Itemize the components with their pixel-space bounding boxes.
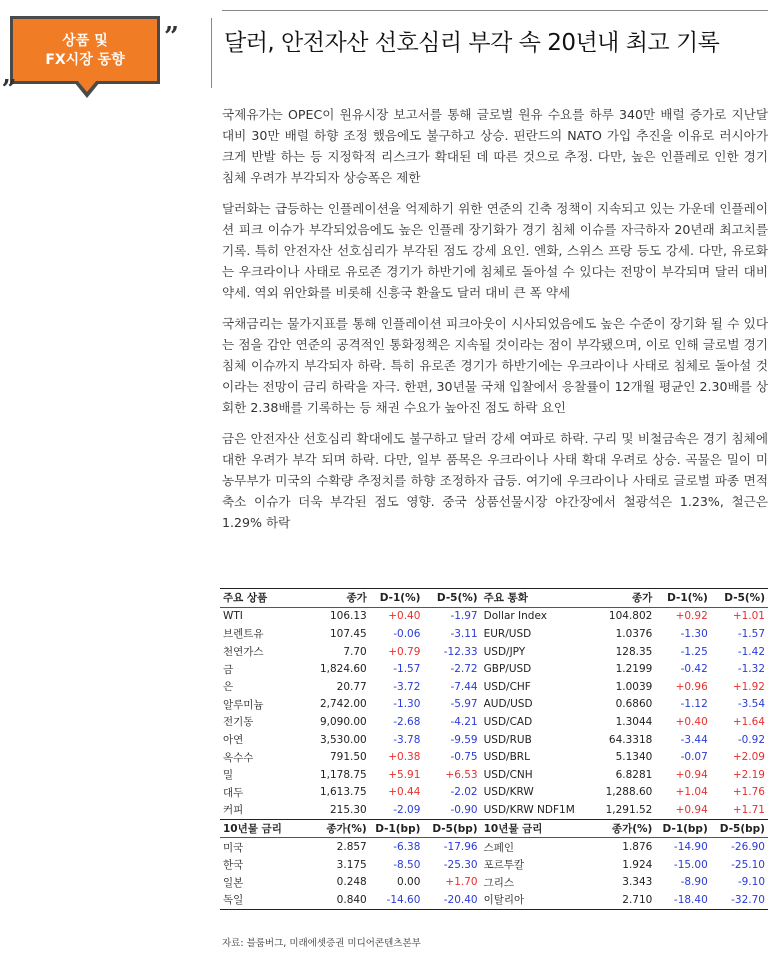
table-cell: USD/KRW xyxy=(483,786,534,799)
table-cell: 1.876 xyxy=(622,841,653,854)
table-cell: +1.04 xyxy=(675,786,708,799)
market-table xyxy=(220,588,768,910)
table-header-cell: D-5(bp) xyxy=(711,819,768,838)
table-cell: -32.70 xyxy=(711,891,768,909)
paragraph-bonds: 국채금리는 물가지표를 통해 인플레이션 피크아웃이 시사되었음에도 높은 수준이 장기화 될 수 있다는 점을 감안 연준의 공격적인 통화정책은 지속될 것이라는 점이 부각됐으며, 이로 인해 글로벌 경기 침체 이슈까지 부각되자 하락. 특히 유로존 경기가 하반기에는 우크라이나 사태로 침체로 돌아설 것이라는 전망이 금리 하락을 자극. 한편, 30년물 국채 입찰에서 응찰률이 12개월 평균인 2.30배를 상회한 2.38배를 기록하는 등 채권 수요가 높아진 점도 하락 요인 xyxy=(222,316,768,415)
table-cell: -14.90 xyxy=(673,841,708,854)
table-cell: -12.33 xyxy=(443,645,478,658)
table-cell: 대두 xyxy=(223,786,244,799)
table-cell: +2.19 xyxy=(732,768,765,781)
table-row xyxy=(220,874,768,892)
table-cell: -6.38 xyxy=(393,841,421,854)
table-cell: -5.97 xyxy=(450,698,478,711)
table-header-cell: D-1(%) xyxy=(370,589,424,608)
table-cell: +5.91 xyxy=(388,768,421,781)
table-cell: +0.40 xyxy=(675,715,708,728)
table-cell: -3.78 xyxy=(393,733,421,746)
table-cell: 20.77 xyxy=(336,680,367,693)
table-cell: +0.92 xyxy=(675,610,708,623)
table-cell: -17.96 xyxy=(443,841,478,854)
table-cell: 106.13 xyxy=(329,610,367,623)
table-cell: -9.10 xyxy=(737,876,765,889)
table-cell: -1.30 xyxy=(680,627,708,640)
table-cell: 이탈리아 xyxy=(481,891,590,909)
table-cell: -0.42 xyxy=(680,663,708,676)
table-cell: -1.25 xyxy=(680,645,708,658)
table-cell: 1.3044 xyxy=(615,715,653,728)
table-row xyxy=(220,731,768,749)
table-cell: -3.72 xyxy=(393,680,421,693)
table-cell: 독일 xyxy=(220,891,295,909)
table-cell: -4.21 xyxy=(450,715,478,728)
table-row xyxy=(220,696,768,714)
table-cell: -14.60 xyxy=(370,891,424,909)
section-badge-line1: 상품 및 xyxy=(62,33,108,49)
table-header-row xyxy=(220,819,768,838)
table-header-cell: D-1(bp) xyxy=(370,819,424,838)
table-cell: 104.802 xyxy=(608,610,653,623)
table-cell: WTI xyxy=(223,610,243,623)
table-cell: USD/RUB xyxy=(483,733,532,746)
table-cell: +1.01 xyxy=(732,610,765,623)
close-quote-icon: ” xyxy=(164,22,179,52)
table-cell: 2,742.00 xyxy=(319,698,367,711)
table-cell: -1.97 xyxy=(450,610,478,623)
table-cell: 브렌트유 xyxy=(223,628,264,641)
article-title: 달러, 안전자산 선호심리 부각 속 20년내 최고 기록 xyxy=(224,30,720,56)
table-cell: -0.07 xyxy=(680,751,708,764)
badge-tail-fill xyxy=(77,80,97,92)
table-cell: 3,530.00 xyxy=(319,733,367,746)
table-cell: -1.32 xyxy=(737,663,765,676)
table-cell: USD/CAD xyxy=(483,715,533,728)
table-row xyxy=(220,643,768,661)
table-cell: -15.00 xyxy=(673,858,708,871)
table-cell: USD/KRW NDF1M xyxy=(483,803,575,816)
table-cell: -20.40 xyxy=(423,891,480,909)
table-cell: GBP/USD xyxy=(483,663,532,676)
table-cell: 0.840 xyxy=(295,891,370,909)
table-cell: EUR/USD xyxy=(483,627,532,640)
table-cell: USD/JPY xyxy=(483,645,526,658)
table-cell: -3.44 xyxy=(680,733,708,746)
table-cell: +1.64 xyxy=(732,715,765,728)
table-row xyxy=(220,625,768,643)
table-header-cell: 종가(%) xyxy=(295,819,370,838)
table-cell: 한국 xyxy=(223,859,244,872)
table-cell: 3.343 xyxy=(622,876,653,889)
table-cell: -25.10 xyxy=(731,858,765,871)
table-cell: +0.38 xyxy=(388,751,421,764)
table-cell: 1.0039 xyxy=(615,680,653,693)
table-cell: 1,291.52 xyxy=(605,803,653,816)
table-cell: -25.30 xyxy=(443,858,478,871)
table-cell: -0.06 xyxy=(393,627,421,640)
table-header-cell: 10년물 금리 xyxy=(220,819,295,838)
table-cell: +1.71 xyxy=(732,803,765,816)
table-cell: 전기동 xyxy=(223,716,254,729)
table-cell: 천연가스 xyxy=(223,646,264,659)
table-header-cell: 종가(%) xyxy=(589,819,655,838)
table-cell: 3.175 xyxy=(336,858,367,871)
table-cell: +1.92 xyxy=(732,680,765,693)
table-cell: 일본 xyxy=(223,876,244,889)
table-row xyxy=(220,748,768,766)
table-cell: 215.30 xyxy=(329,803,367,816)
table-header-cell: D-1(%) xyxy=(655,589,710,608)
table-header-cell: 주요 상품 xyxy=(220,589,295,608)
table-header-cell: D-5(%) xyxy=(423,589,480,608)
table-cell: -2.02 xyxy=(450,786,478,799)
table-cell: +1.70 xyxy=(445,876,478,889)
table-row xyxy=(220,801,768,819)
top-rule xyxy=(222,10,768,11)
table-cell: 9,090.00 xyxy=(319,715,367,728)
article-body xyxy=(222,104,768,543)
table-cell: 0.00 xyxy=(397,876,421,889)
table-cell: -2.72 xyxy=(450,663,478,676)
table-cell: -26.90 xyxy=(731,841,765,854)
table-row xyxy=(220,838,768,856)
table-cell: 1,824.60 xyxy=(319,663,367,676)
table-cell: 옥수수 xyxy=(223,751,254,764)
table-header-cell: D-5(%) xyxy=(711,589,768,608)
table-cell: 밀 xyxy=(223,769,234,782)
open-quote-icon: „ xyxy=(2,60,17,90)
table-row xyxy=(220,607,768,625)
table-cell: -2.68 xyxy=(393,715,421,728)
section-badge-box xyxy=(10,16,160,84)
table-cell: Dollar Index xyxy=(483,610,547,623)
table-cell: 1,178.75 xyxy=(319,768,367,781)
table-cell: 미국 xyxy=(223,841,244,854)
table-cell: USD/CNH xyxy=(483,768,533,781)
table-cell: +0.40 xyxy=(388,610,421,623)
table-cell: 6.8281 xyxy=(615,768,653,781)
table-row xyxy=(220,784,768,802)
section-badge-line2: FX시장 동향 xyxy=(45,52,125,68)
table-cell: 1.924 xyxy=(622,858,653,871)
table-cell: +1.76 xyxy=(732,786,765,799)
table-cell: 791.50 xyxy=(329,751,367,764)
table-cell: -1.30 xyxy=(393,698,421,711)
table-cell: -2.09 xyxy=(393,803,421,816)
table-cell: +0.44 xyxy=(388,786,421,799)
table-cell: 그리스 xyxy=(483,876,515,889)
table-header-cell: 종가 xyxy=(295,589,370,608)
table-cell: 64.3318 xyxy=(608,733,653,746)
table-header-cell: D-1(bp) xyxy=(655,819,710,838)
table-cell: +0.96 xyxy=(675,680,708,693)
table-cell: AUD/USD xyxy=(483,698,533,711)
table-cell: 0.6860 xyxy=(615,698,653,711)
table-cell: +0.79 xyxy=(388,645,421,658)
table-cell: -1.57 xyxy=(393,663,421,676)
paragraph-oil: 국제유가는 OPEC이 원유시장 보고서를 통해 글로벌 원유 수요를 하루 340만 배럴 증가로 지난달 대비 30만 배럴 하향 조정 했음에도 불구하고 상승. 핀란드의 NATO 가입 추진을 이유로 러시아가 크게 반발 하는 등 지정학적 리스크가 확대된 데 따른 것으로 추정. 다만, 높은 인플레로 인한 경기 침체 우려가 부각되자 상승폭은 제한 xyxy=(222,107,768,185)
table-cell: USD/BRL xyxy=(483,751,530,764)
paragraph-gold-metals: 금은 안전자산 선호심리 확대에도 불구하고 달러 강세 여파로 하락. 구리 및 비철금속은 경기 침체에 대한 우려가 부각 되며 하락. 다만, 일부 품목은 우크라이나 사태 확대 우려로 상승. 곡물은 밀이 미 농무부가 미국의 수확량 추정치를 하향 조정하자 급등. 여기에 우크라이나 사태로 글로벌 파종 면적 축소 이슈가 더욱 부각된 점도 영향. 중국 상품선물시장 야간장에서 철광석은 1.23%, 철근은 1.29% 하락 xyxy=(222,431,768,530)
table-row xyxy=(220,678,768,696)
table-cell: -0.92 xyxy=(737,733,765,746)
table-cell: -3.54 xyxy=(737,698,765,711)
table-cell: -3.11 xyxy=(450,627,478,640)
table-header-cell: D-5(bp) xyxy=(423,819,480,838)
table-cell: 알루미늄 xyxy=(223,698,264,711)
table-cell: 1,288.60 xyxy=(605,786,653,799)
table-header-cell: 종가 xyxy=(589,589,655,608)
table-cell: 아연 xyxy=(223,734,244,747)
table-cell: 1.0376 xyxy=(615,627,653,640)
divider-line xyxy=(211,18,212,88)
table-cell: +6.53 xyxy=(445,768,478,781)
table-cell: 128.35 xyxy=(615,645,653,658)
table-header-cell: 주요 통화 xyxy=(481,589,590,608)
source-note: 자료: 블룸버그, 미래에셋증권 미디어콘텐츠본부 xyxy=(222,938,421,949)
table-cell: 스페인 xyxy=(483,841,515,854)
section-badge xyxy=(10,16,160,108)
table-cell: -8.50 xyxy=(393,858,421,871)
table-cell: 1.2199 xyxy=(615,663,653,676)
table-cell: -7.44 xyxy=(450,680,478,693)
table-cell: 0.248 xyxy=(336,876,367,889)
table-row xyxy=(220,713,768,731)
table-cell: 금 xyxy=(223,663,234,676)
table-cell: +0.94 xyxy=(675,803,708,816)
table-cell: -9.59 xyxy=(450,733,478,746)
table-cell: 1,613.75 xyxy=(319,786,367,799)
table-cell: -1.57 xyxy=(737,627,765,640)
table-cell: 7.70 xyxy=(343,645,367,658)
table-cell: 2.710 xyxy=(589,891,655,909)
table-cell: -0.75 xyxy=(450,751,478,764)
table-cell: -1.12 xyxy=(680,698,708,711)
table-cell: +2.09 xyxy=(732,751,765,764)
table-cell: USD/CHF xyxy=(483,680,531,693)
table-cell: 포르투칼 xyxy=(483,859,525,872)
table-row xyxy=(220,891,768,909)
table-cell: +0.94 xyxy=(675,768,708,781)
table-cell: -8.90 xyxy=(680,876,708,889)
table-row xyxy=(220,856,768,874)
table-header-row xyxy=(220,589,768,608)
table-cell: 2.857 xyxy=(336,841,367,854)
paragraph-dollar: 달러화는 급등하는 인플레이션을 억제하기 위한 연준의 긴축 정책이 지속되고 있는 가운데 인플레이션 피크 이슈가 부각되었음에도 높은 인플레 장기화가 경기 침체 이슈를 자극하자 20년래 최고치를 기록. 특히 안전자산 선호심리가 부각된 점도 강세 요인. 엔화, 스위스 프랑 등도 강세. 다만, 유로화는 우크라이나 사태로 유로존 경기가 하반기에 침체로 돌아설 수 있다는 전망이 부각되며 달러 대비 약세. 역외 위안화를 비롯해 신흥국 환율도 달러 대비 큰 폭 약세 xyxy=(222,201,768,300)
table-row xyxy=(220,766,768,784)
table-cell: -1.42 xyxy=(737,645,765,658)
table-cell: 5.1340 xyxy=(615,751,653,764)
table-cell: 커피 xyxy=(223,804,244,817)
table-cell: 은 xyxy=(223,681,234,694)
table-row xyxy=(220,660,768,678)
table-header-cell: 10년물 금리 xyxy=(481,819,590,838)
table-cell: 107.45 xyxy=(329,627,367,640)
table-cell: -18.40 xyxy=(655,891,710,909)
table-cell: -0.90 xyxy=(450,803,478,816)
